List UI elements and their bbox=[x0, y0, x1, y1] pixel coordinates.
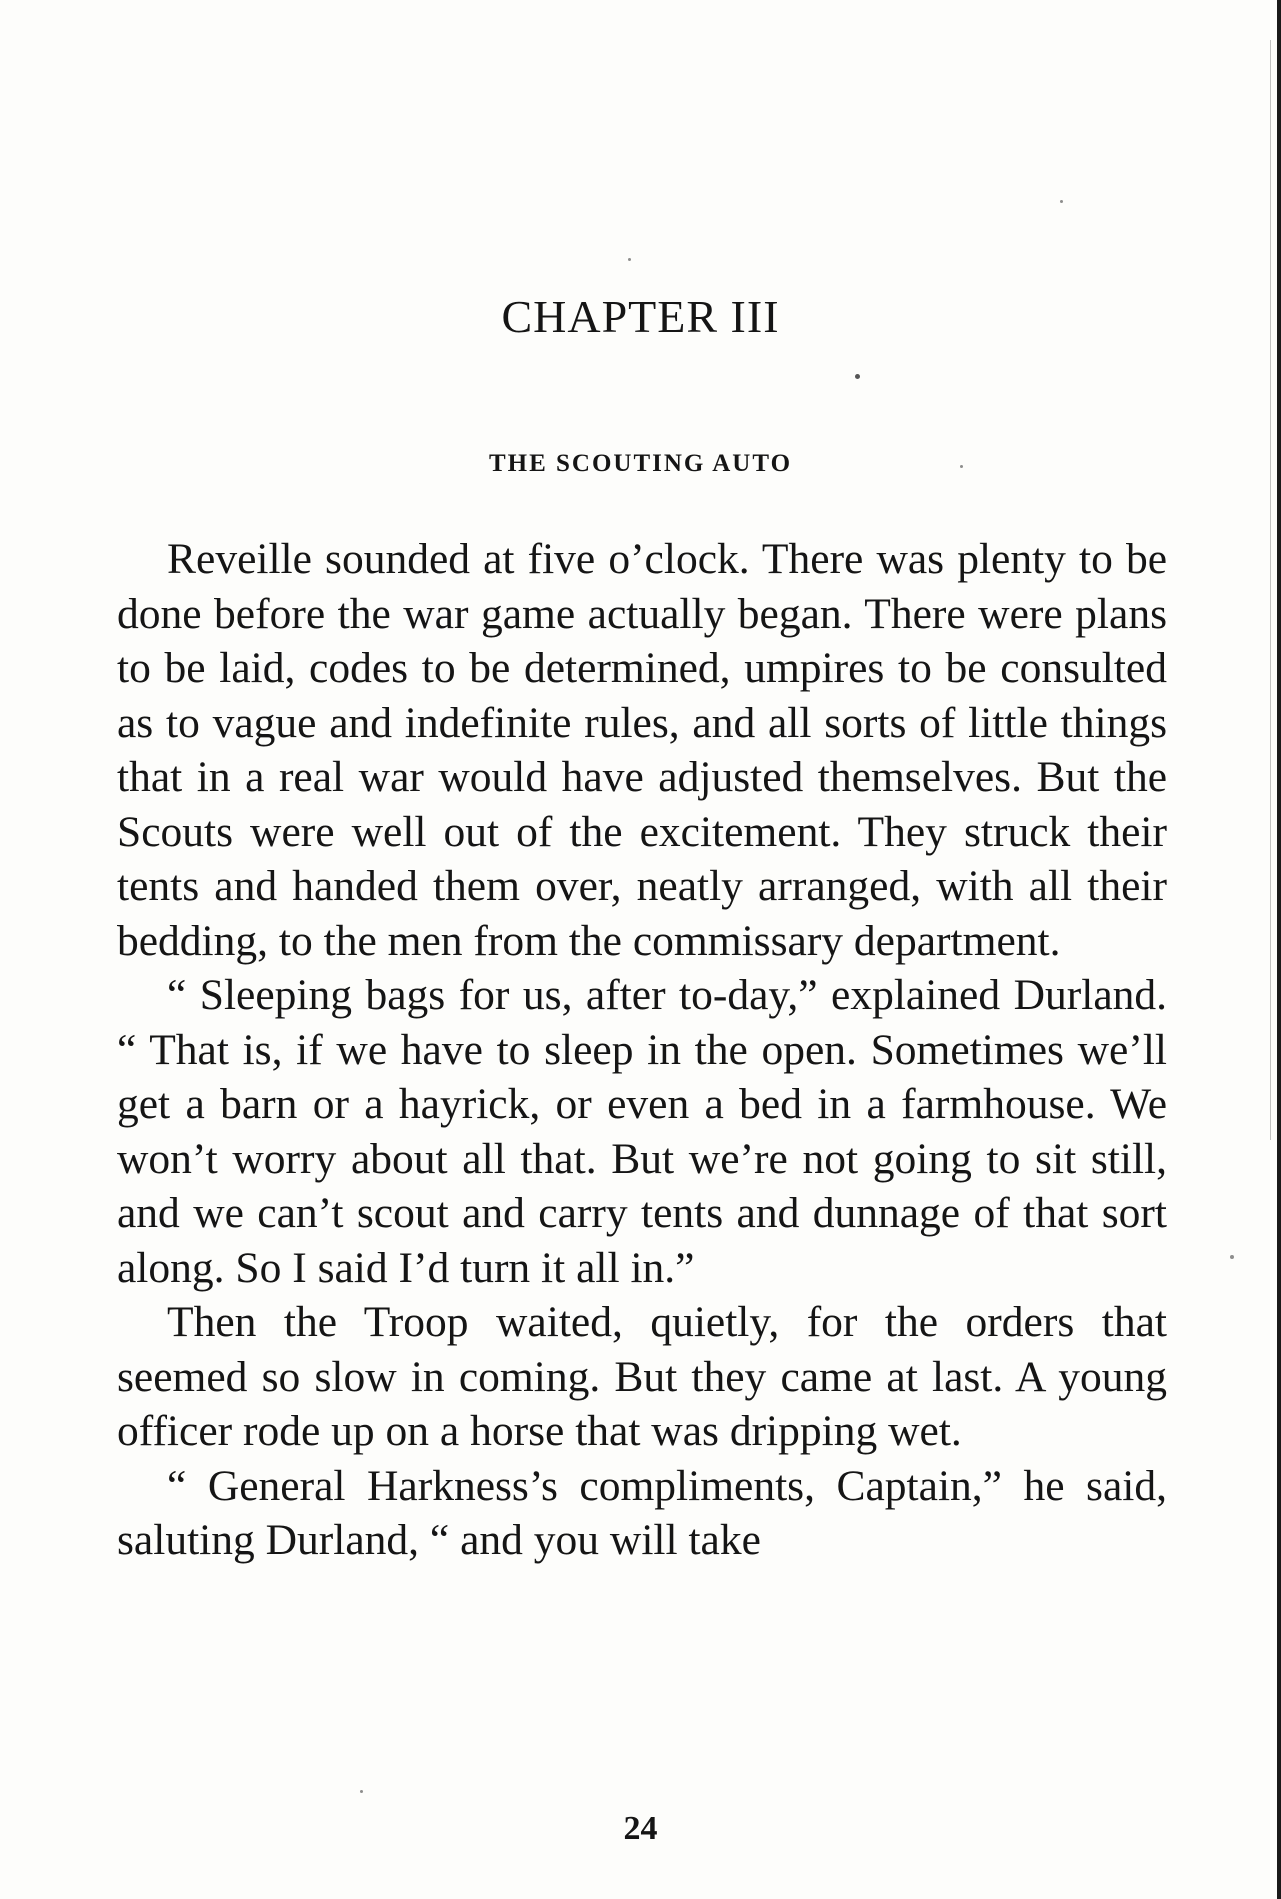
page-number: 24 bbox=[623, 1810, 658, 1847]
paragraph: Reveille sounded at five o’clock. There was plenty to be done before the war game actually began. There were plans to be laid, codes to be determined, umpires to be consulted as to vague and indefinite rules, and all sorts of little things that in a real war would have adjusted themselves. But the Scouts were well out of the excitement. They struck their tents and handed them over, neatly arranged, with all their bedding, to the men from the commissary department. bbox=[117, 535, 1167, 965]
paragraph: “ Sleeping bags for us, after to-day,” explained Durland. “ That is, if we have to sleep in the open. Sometimes we’ll get a barn or a hayrick, or even a bed in a farmhouse. We won’t worry about all that. But we’re not going to sit still, and we can’t scout and carry tents and dunnage of that sort along. So I said I’d turn it all in.” bbox=[117, 971, 1167, 1292]
scan-speck bbox=[628, 258, 631, 261]
scan-speck bbox=[1230, 1255, 1234, 1259]
scan-speck bbox=[855, 374, 860, 379]
chapter-title: CHAPTER III bbox=[501, 291, 780, 342]
paragraph: Then the Troop waited, quietly, for the orders that seemed so slow in coming. But they came at last. A young officer rode up on a horse that was dripping wet. bbox=[117, 1298, 1167, 1455]
page-edge-shadow bbox=[1277, 0, 1281, 1899]
scan-speck bbox=[360, 1790, 363, 1793]
scan-speck bbox=[1060, 200, 1063, 203]
chapter-subtitle: THE SCOUTING AUTO bbox=[488, 450, 793, 477]
body-text bbox=[117, 532, 1167, 1568]
page-edge-line bbox=[1270, 40, 1271, 1140]
paragraph: “ General Harkness’s compliments, Captain,” he said, saluting Durland, “ and you will take bbox=[117, 1461, 1167, 1564]
